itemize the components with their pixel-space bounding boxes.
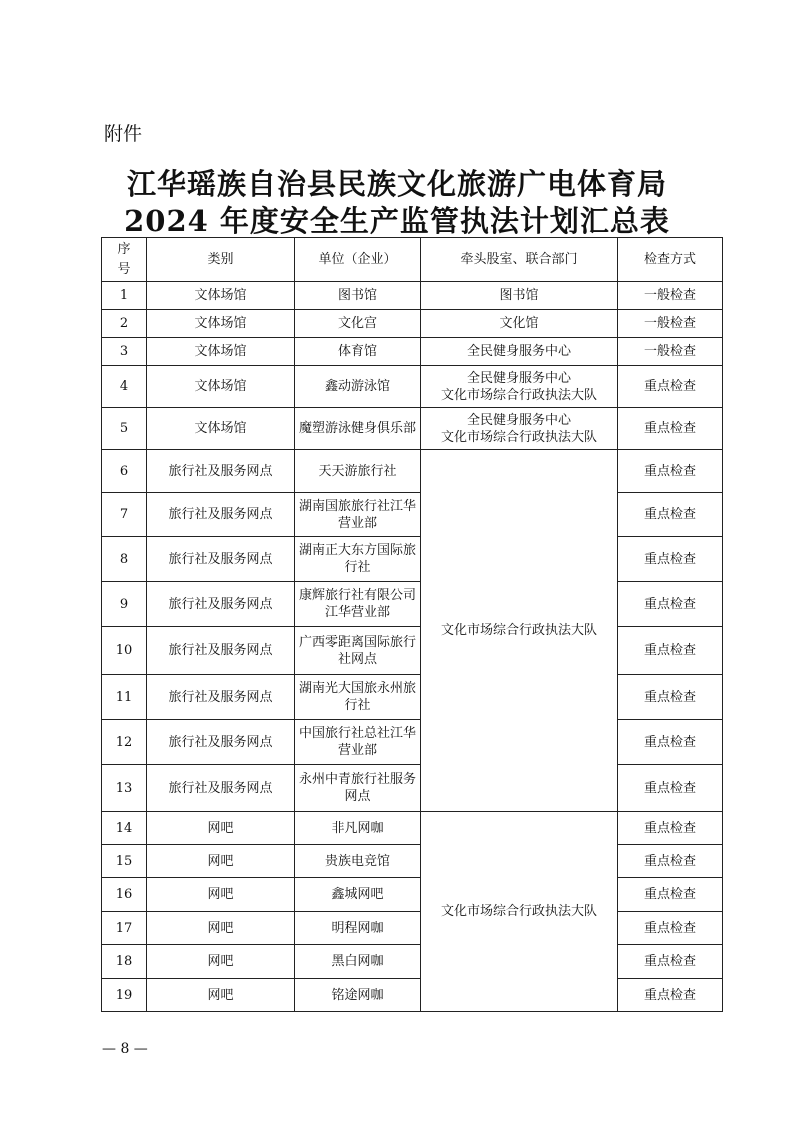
row-seq: 1 xyxy=(102,282,147,310)
document-title-line1: 江华瑶族自治县民族文化旅游广电体育局 xyxy=(126,167,667,201)
row-seq: 16 xyxy=(102,878,147,912)
row-method: 重点检查 xyxy=(618,765,723,812)
row-category: 网吧 xyxy=(147,845,295,878)
row-unit: 图书馆 xyxy=(295,282,421,310)
row-dept-line1: 全民健身服务中心 xyxy=(466,370,571,386)
row-seq: 5 xyxy=(102,408,147,450)
row-seq: 17 xyxy=(102,912,147,945)
table-row xyxy=(102,450,723,493)
attachment-label: 附件 xyxy=(104,123,143,145)
table-row xyxy=(102,845,723,878)
row-method: 重点检查 xyxy=(618,493,723,537)
row-seq: 14 xyxy=(102,812,147,845)
row-method: 重点检查 xyxy=(618,675,723,720)
table-row xyxy=(102,765,723,812)
row-seq: 18 xyxy=(102,945,147,979)
row-method: 一般检查 xyxy=(618,338,723,366)
table-row xyxy=(102,582,723,627)
row-category: 文体场馆 xyxy=(147,408,295,450)
row-dept-line2: 文化市场综合行政执法大队 xyxy=(440,429,597,445)
table-row xyxy=(102,720,723,765)
row-category: 网吧 xyxy=(147,979,295,1012)
row-category: 网吧 xyxy=(147,912,295,945)
row-dept-line1: 全民健身服务中心 xyxy=(466,412,571,428)
row-unit: 文化宫 xyxy=(295,310,421,338)
row-seq: 8 xyxy=(102,537,147,582)
row-method: 重点检查 xyxy=(618,408,723,450)
row-method: 重点检查 xyxy=(618,537,723,582)
row-unit: 体育馆 xyxy=(295,338,421,366)
row-category: 旅行社及服务网点 xyxy=(147,493,295,537)
table-row xyxy=(102,493,723,537)
enforcement-plan-table xyxy=(101,237,723,1012)
row-seq: 15 xyxy=(102,845,147,878)
row-dept xyxy=(421,408,618,450)
row-dept: 图书馆 xyxy=(421,282,618,310)
page-number: — 8 — xyxy=(102,1041,148,1057)
row-dept-line2: 文化市场综合行政执法大队 xyxy=(440,387,597,403)
row-unit: 永州中青旅行社服务网点 xyxy=(295,765,421,812)
table-row xyxy=(102,282,723,310)
row-category: 网吧 xyxy=(147,878,295,912)
row-method: 重点检查 xyxy=(618,912,723,945)
row-seq: 10 xyxy=(102,627,147,675)
row-seq: 11 xyxy=(102,675,147,720)
table-row xyxy=(102,675,723,720)
row-method: 一般检查 xyxy=(618,310,723,338)
row-dept: 全民健身服务中心 xyxy=(421,338,618,366)
row-method: 重点检查 xyxy=(618,945,723,979)
row-method: 重点检查 xyxy=(618,720,723,765)
row-seq: 4 xyxy=(102,366,147,408)
row-method: 重点检查 xyxy=(618,979,723,1012)
row-seq: 6 xyxy=(102,450,147,493)
header-dept: 牵头股室、联合部门 xyxy=(421,238,618,282)
table-row xyxy=(102,310,723,338)
row-method: 重点检查 xyxy=(618,878,723,912)
table-row xyxy=(102,812,723,845)
row-category: 旅行社及服务网点 xyxy=(147,765,295,812)
table-row xyxy=(102,537,723,582)
row-category: 文体场馆 xyxy=(147,310,295,338)
header-unit: 单位（企业） xyxy=(295,238,421,282)
row-seq: 19 xyxy=(102,979,147,1012)
row-category: 旅行社及服务网点 xyxy=(147,627,295,675)
row-method: 一般检查 xyxy=(618,282,723,310)
row-unit: 鑫城网吧 xyxy=(295,878,421,912)
row-category: 旅行社及服务网点 xyxy=(147,450,295,493)
row-unit: 中国旅行社总社江华营业部 xyxy=(295,720,421,765)
merged-dept-netbar: 文化市场综合行政执法大队 xyxy=(421,812,618,1012)
row-category: 文体场馆 xyxy=(147,366,295,408)
row-method: 重点检查 xyxy=(618,582,723,627)
row-unit: 贵族电竞馆 xyxy=(295,845,421,878)
row-dept: 文化馆 xyxy=(421,310,618,338)
table-row xyxy=(102,338,723,366)
row-unit: 铭途网咖 xyxy=(295,979,421,1012)
row-unit: 非凡网咖 xyxy=(295,812,421,845)
document-title-line2: 2024 年度安全生产监管执法计划汇总表 xyxy=(124,204,670,238)
table-row xyxy=(102,979,723,1012)
header-category: 类别 xyxy=(147,238,295,282)
row-unit: 广西零距离国际旅行社网点 xyxy=(295,627,421,675)
row-seq: 7 xyxy=(102,493,147,537)
row-unit: 黑白网咖 xyxy=(295,945,421,979)
row-method: 重点检查 xyxy=(618,812,723,845)
row-dept xyxy=(421,366,618,408)
table-row xyxy=(102,627,723,675)
row-method: 重点检查 xyxy=(618,627,723,675)
table-header-row xyxy=(102,238,723,282)
header-seq: 序号 xyxy=(102,238,147,282)
row-category: 文体场馆 xyxy=(147,338,295,366)
row-unit: 康辉旅行社有限公司江华营业部 xyxy=(295,582,421,627)
row-seq: 9 xyxy=(102,582,147,627)
header-method: 检查方式 xyxy=(618,238,723,282)
table-row xyxy=(102,878,723,912)
table-row xyxy=(102,912,723,945)
row-seq: 13 xyxy=(102,765,147,812)
table-row xyxy=(102,945,723,979)
row-category: 网吧 xyxy=(147,945,295,979)
table-row xyxy=(102,408,723,450)
row-category: 旅行社及服务网点 xyxy=(147,720,295,765)
row-unit: 湖南光大国旅永州旅行社 xyxy=(295,675,421,720)
row-unit: 鑫动游泳馆 xyxy=(295,366,421,408)
row-method: 重点检查 xyxy=(618,450,723,493)
row-category: 旅行社及服务网点 xyxy=(147,582,295,627)
row-unit: 魔塑游泳健身俱乐部 xyxy=(295,408,421,450)
merged-dept-travel: 文化市场综合行政执法大队 xyxy=(421,450,618,812)
row-seq: 2 xyxy=(102,310,147,338)
row-category: 旅行社及服务网点 xyxy=(147,537,295,582)
row-category: 文体场馆 xyxy=(147,282,295,310)
row-unit: 湖南正大东方国际旅行社 xyxy=(295,537,421,582)
row-unit: 天天游旅行社 xyxy=(295,450,421,493)
row-seq: 12 xyxy=(102,720,147,765)
row-unit: 明程网咖 xyxy=(295,912,421,945)
row-method: 重点检查 xyxy=(618,366,723,408)
table-row xyxy=(102,366,723,408)
row-category: 旅行社及服务网点 xyxy=(147,675,295,720)
row-category: 网吧 xyxy=(147,812,295,845)
row-method: 重点检查 xyxy=(618,845,723,878)
row-unit: 湖南国旅旅行社江华营业部 xyxy=(295,493,421,537)
row-seq: 3 xyxy=(102,338,147,366)
